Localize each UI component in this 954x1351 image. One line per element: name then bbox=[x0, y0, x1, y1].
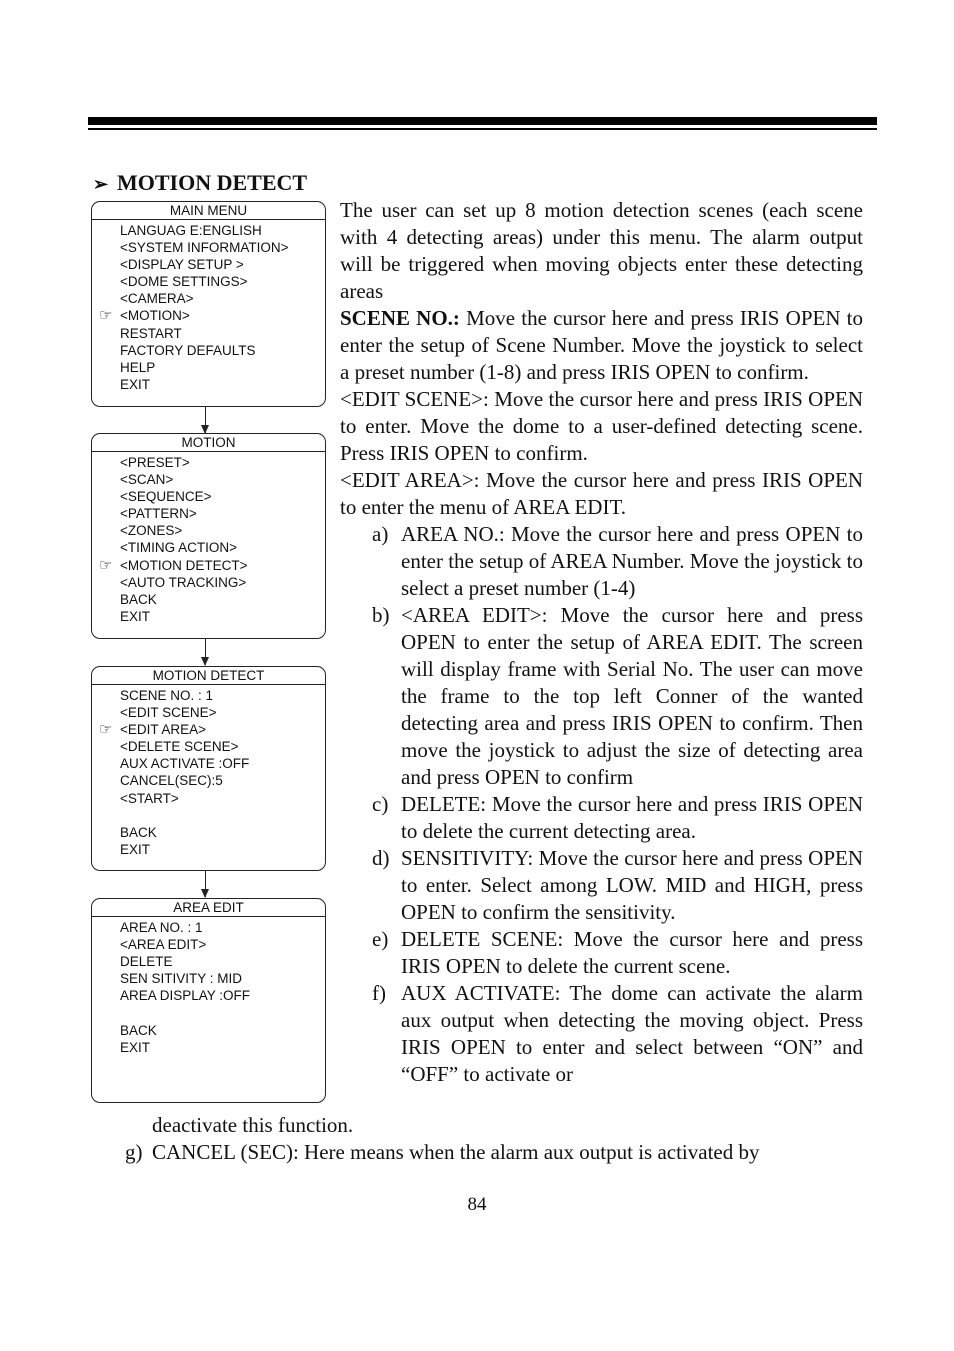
menu-item-label: BACK bbox=[120, 824, 157, 840]
menu-item bbox=[92, 239, 325, 256]
menu-item bbox=[92, 790, 325, 807]
menu-item-label: <PRESET> bbox=[120, 455, 190, 470]
menu-item bbox=[92, 522, 325, 539]
scene-no-label: SCENE NO.: bbox=[340, 306, 460, 330]
menu-item bbox=[92, 290, 325, 307]
list-item bbox=[340, 926, 863, 980]
menu-item bbox=[92, 772, 325, 789]
continuation-line: deactivate this function. bbox=[152, 1113, 354, 1137]
menu-item bbox=[92, 307, 325, 324]
menu-item-label: RESTART bbox=[120, 325, 182, 341]
menu-item-label: <SEQUENCE> bbox=[120, 489, 212, 505]
list-item bbox=[340, 845, 863, 926]
menu-item-label: LANGUAG E:ENGLISH bbox=[120, 223, 262, 238]
menu-item-label: AREA DISPLAY :OFF bbox=[120, 988, 251, 1004]
edit-scene-paragraph: <EDIT SCENE>: Move the cursor here and press IRIS OPEN to enter. Move the dome to a user-defined detecting scene. Press IRIS OPEN to confirm. bbox=[340, 387, 863, 465]
menu-title: MOTION bbox=[92, 434, 325, 452]
menu-title: MAIN MENU bbox=[92, 202, 325, 220]
list-item-text: <AREA EDIT>: Move the cursor here and press OPEN to enter the setup of AREA EDIT. The screen will display frame with Serial No. The user can move the frame to the top left Conner of the wanted detecting area and press IRIS OPEN to confirm. Then move the joystick to adjust the size of detecting area and press OPEN to confirm bbox=[401, 603, 863, 789]
menu-item-list bbox=[92, 917, 325, 1056]
menu-item-label: <SCAN> bbox=[120, 472, 174, 488]
menu-item-label: <MOTION> bbox=[120, 308, 190, 324]
header-rule-thick bbox=[88, 117, 877, 125]
list-marker: f) bbox=[372, 981, 386, 1005]
menu-item bbox=[92, 936, 325, 953]
menu-item bbox=[92, 273, 325, 290]
menu-item bbox=[92, 807, 325, 824]
intro-paragraph: The user can set up 8 motion detection scenes (each scene with 4 detecting areas) under this menu. The alarm output will be triggered when moving objects enter these detecting areas bbox=[340, 198, 863, 303]
menu-item bbox=[92, 608, 325, 625]
menu-item-list bbox=[92, 685, 325, 858]
menu-item-label: <ZONES> bbox=[120, 523, 183, 539]
list-marker: d) bbox=[372, 846, 390, 870]
menu-item-label: <DOME SETTINGS> bbox=[120, 274, 248, 290]
list-item-text: DELETE: Move the cursor here and press IRIS OPEN to delete the current detecting area. bbox=[401, 792, 863, 843]
list-item-text: CANCEL (SEC): Here means when the alarm aux output is activated by bbox=[152, 1140, 760, 1164]
list-item bbox=[340, 791, 863, 845]
menu-item bbox=[92, 841, 325, 858]
menu-item-label: EXIT bbox=[120, 608, 151, 624]
menu-item-label: EXIT bbox=[120, 1039, 151, 1055]
menu-item-label: <TIMING ACTION> bbox=[120, 540, 238, 556]
menu-item bbox=[92, 987, 325, 1004]
section-title: MOTION DETECT bbox=[117, 170, 308, 195]
menu-item bbox=[92, 970, 325, 987]
list-item bbox=[340, 980, 863, 1088]
menu-item bbox=[92, 325, 325, 342]
page-number: 84 bbox=[467, 1194, 487, 1215]
menu-title: AREA EDIT bbox=[92, 899, 325, 917]
list-marker: g) bbox=[125, 1140, 143, 1164]
menu-item bbox=[92, 488, 325, 505]
menu-item-label: <DELETE SCENE> bbox=[120, 739, 239, 755]
list-item-g bbox=[125, 1139, 863, 1166]
menu-item bbox=[92, 704, 325, 721]
list-marker: c) bbox=[372, 792, 389, 816]
flow-arrow bbox=[205, 407, 206, 433]
menu-item-label: HELP bbox=[120, 359, 156, 375]
list-item-text: AUX ACTIVATE: The dome can activate the alarm aux output when detecting the moving object. Press IRIS OPEN to enter and select between “ON” and “OFF” to activate or bbox=[401, 981, 863, 1086]
menu-item bbox=[92, 687, 325, 704]
menu-item bbox=[92, 557, 325, 574]
pointing-hand-icon: ☞ bbox=[99, 307, 113, 325]
menu-item-list bbox=[92, 220, 325, 393]
menu-item-label: SEN SITIVITY : MID bbox=[120, 971, 243, 987]
menu-item-label: SCENE NO. : 1 bbox=[120, 688, 214, 703]
section-heading bbox=[93, 170, 307, 197]
list-item bbox=[340, 602, 863, 791]
list-item-text: AREA NO.: Move the cursor here and press OPEN to enter the setup of AREA Number. Move the joystick to select a preset number (1-4) bbox=[401, 522, 863, 600]
menu-item bbox=[92, 376, 325, 393]
scene-no-text: Move the cursor here and press IRIS OPEN to enter the setup of Scene Number. Move the joystick to select a preset number (1-8) and press IRIS OPEN to confirm. bbox=[340, 306, 863, 384]
menu-item bbox=[92, 738, 325, 755]
menu-item-label: <PATTERN> bbox=[120, 506, 197, 522]
menu-item-label: <CAMERA> bbox=[120, 291, 194, 307]
list-marker: b) bbox=[372, 603, 390, 627]
menu-item-label: AREA NO. : 1 bbox=[120, 920, 203, 935]
menu-item bbox=[92, 505, 325, 522]
area-edit-list bbox=[340, 521, 863, 1088]
menu-item bbox=[92, 1022, 325, 1039]
menu-item bbox=[92, 454, 325, 471]
list-marker: e) bbox=[372, 927, 389, 951]
menu-item-label: <AUTO TRACKING> bbox=[120, 574, 247, 590]
menu-item bbox=[92, 574, 325, 591]
menu-item-label: <SYSTEM INFORMATION> bbox=[120, 240, 289, 256]
menu-item-label: BACK bbox=[120, 1022, 157, 1038]
menu-item-label: BACK bbox=[120, 591, 157, 607]
menu-box-area-edit bbox=[91, 898, 326, 1103]
menu-item-label: AUX ACTIVATE :OFF bbox=[120, 756, 250, 772]
menu-item-label: <AREA EDIT> bbox=[120, 937, 207, 953]
menu-item bbox=[92, 1004, 325, 1021]
menu-item-label: <MOTION DETECT> bbox=[120, 557, 248, 573]
body-text-tail bbox=[125, 1112, 863, 1166]
menu-item-label: EXIT bbox=[120, 841, 151, 857]
menu-item-label: DELETE bbox=[120, 954, 173, 970]
menu-item bbox=[92, 755, 325, 772]
pointing-hand-icon: ☞ bbox=[99, 556, 113, 574]
menu-item-label: FACTORY DEFAULTS bbox=[120, 342, 256, 358]
menu-item-label: <DISPLAY SETUP > bbox=[120, 257, 244, 273]
menu-item bbox=[92, 824, 325, 841]
arrow-bullet-icon: ➢ bbox=[93, 174, 109, 194]
scene-no-paragraph bbox=[340, 305, 863, 386]
menu-item bbox=[92, 539, 325, 556]
menu-item-label: CANCEL(SEC):5 bbox=[120, 773, 223, 789]
list-item-text: DELETE SCENE: Move the cursor here and press IRIS OPEN to delete the current scene. bbox=[401, 927, 863, 978]
header-rule-thin bbox=[88, 128, 877, 130]
menu-item bbox=[92, 919, 325, 936]
body-text bbox=[340, 197, 863, 1088]
menu-box-motion-detect bbox=[91, 666, 326, 871]
menu-item-label: <EDIT SCENE> bbox=[120, 705, 217, 721]
menu-item bbox=[92, 256, 325, 273]
menu-item-label: EXIT bbox=[120, 376, 151, 392]
menu-item-list bbox=[92, 452, 325, 625]
flow-arrow bbox=[205, 639, 206, 665]
menu-item bbox=[92, 1039, 325, 1056]
menu-item bbox=[92, 342, 325, 359]
menu-item bbox=[92, 591, 325, 608]
list-item bbox=[340, 521, 863, 602]
menu-item-label: <START> bbox=[120, 790, 179, 806]
edit-area-paragraph: <EDIT AREA>: Move the cursor here and press IRIS OPEN to enter the menu of AREA EDIT. bbox=[340, 468, 863, 519]
flow-arrow bbox=[205, 871, 206, 897]
menu-item bbox=[92, 222, 325, 239]
menu-item bbox=[92, 359, 325, 376]
menu-item-label: <EDIT AREA> bbox=[120, 722, 207, 738]
list-marker: a) bbox=[372, 522, 389, 546]
list-item-text: SENSITIVITY: Move the cursor here and press OPEN to enter. Select among LOW. MID and HIGH, press OPEN to confirm the sensitivity. bbox=[401, 846, 863, 924]
menu-box-motion bbox=[91, 433, 326, 639]
menu-box-main-menu bbox=[91, 201, 326, 407]
menu-item bbox=[92, 953, 325, 970]
pointing-hand-icon: ☞ bbox=[99, 721, 113, 739]
menu-item bbox=[92, 721, 325, 738]
menu-title: MOTION DETECT bbox=[92, 667, 325, 685]
menu-item bbox=[92, 471, 325, 488]
